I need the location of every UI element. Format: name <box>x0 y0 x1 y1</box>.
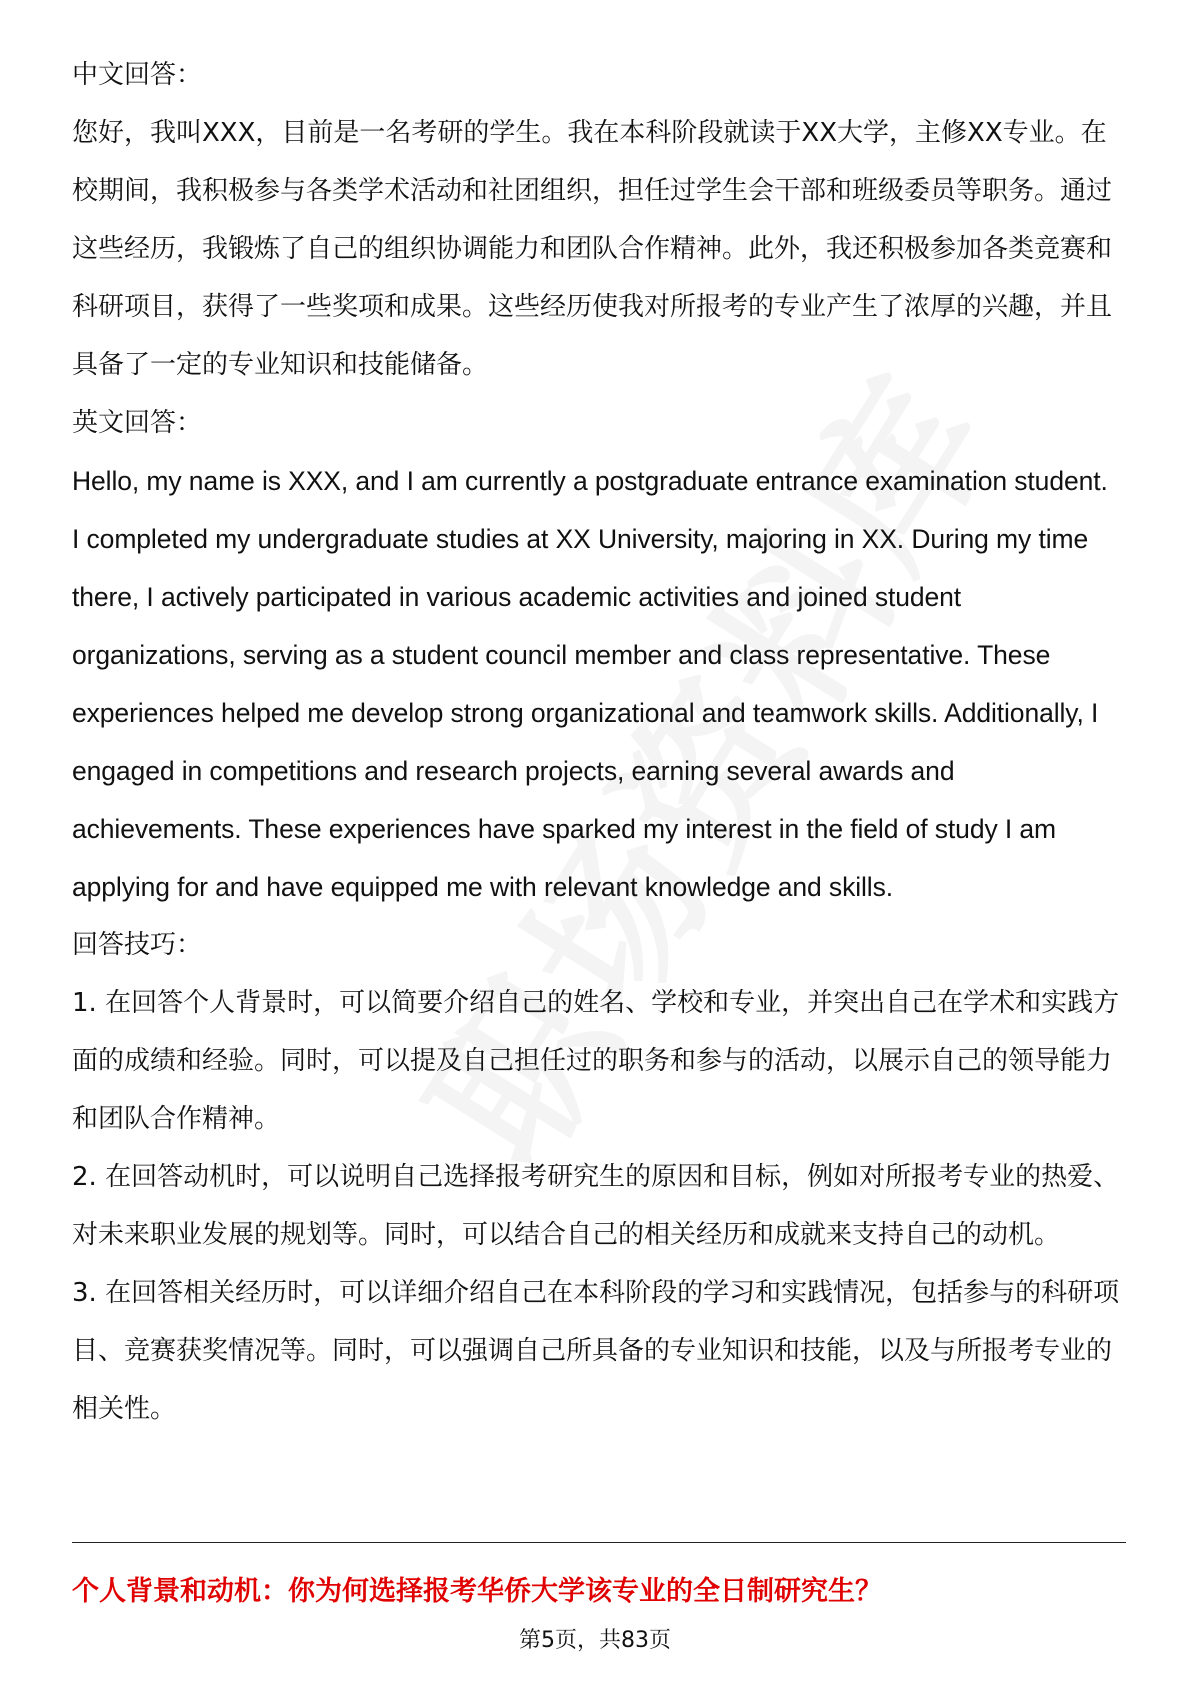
en-answer-heading: 英文回答： <box>72 408 203 438</box>
tip-item-2: 2. 在回答动机时，可以说明自己选择报考研究生的原因和目标，例如对所报考专业的热爱、对未来职业发展的规划等。同时，可以结合自己的相关经历和成就来支持自己的动机。 <box>72 1162 1120 1250</box>
en-answer-paragraph: Hello, my name is XXX, and I am currently a postgraduate entrance examination student. I completed my undergraduate studies at XX University, majoring in XX. During my time there, I actively participated in various academic activities and joined student organizations, serving as a student council member and class representative. These experiences helped me develop strong organizational and teamwork skills. Additionally, I engaged in competitions and research projects, earning several awards and achievements. These experiences have sparked my interest in the field of study I am applying for and have equipped me with relevant knowledge and skills. <box>72 466 1108 902</box>
section-divider <box>72 1542 1126 1543</box>
next-question-heading: 个人背景和动机：你为何选择报考华侨大学该专业的全日制研究生？ <box>72 1576 882 1607</box>
cn-answer-paragraph: 您好，我叫XXX，目前是一名考研的学生。我在本科阶段就读于XX大学，主修XX专业。在校期间，我积极参与各类学术活动和社团组织，担任过学生会干部和班级委员等职务。通过这些经历，我锻炼了自己的组织协调能力和团队合作精神。此外，我还积极参加各类竞赛和科研项目，获得了一些奖项和成果。这些经历使我对所报考的专业产生了浓厚的兴趣，并且具备了一定的专业知识和技能储备。 <box>72 118 1113 380</box>
tip-item-1: 1. 在回答个人背景时，可以简要介绍自己的姓名、学校和专业，并突出自己在学术和实践方面的成绩和经验。同时，可以提及自己担任过的职务和参与的活动，以展示自己的领导能力和团队合作精神。 <box>72 988 1120 1134</box>
page-number: 第5页，共83页 <box>519 1628 671 1653</box>
tip-item-3: 3. 在回答相关经历时，可以详细介绍自己在本科阶段的学习和实践情况，包括参与的科研项目、竞赛获奖情况等。同时，可以强调自己所具备的专业知识和技能，以及与所报考专业的相关性。 <box>72 1278 1120 1424</box>
tips-heading: 回答技巧： <box>72 930 203 960</box>
main-content <box>72 46 1120 1438</box>
cn-answer-heading: 中文回答： <box>72 60 203 90</box>
